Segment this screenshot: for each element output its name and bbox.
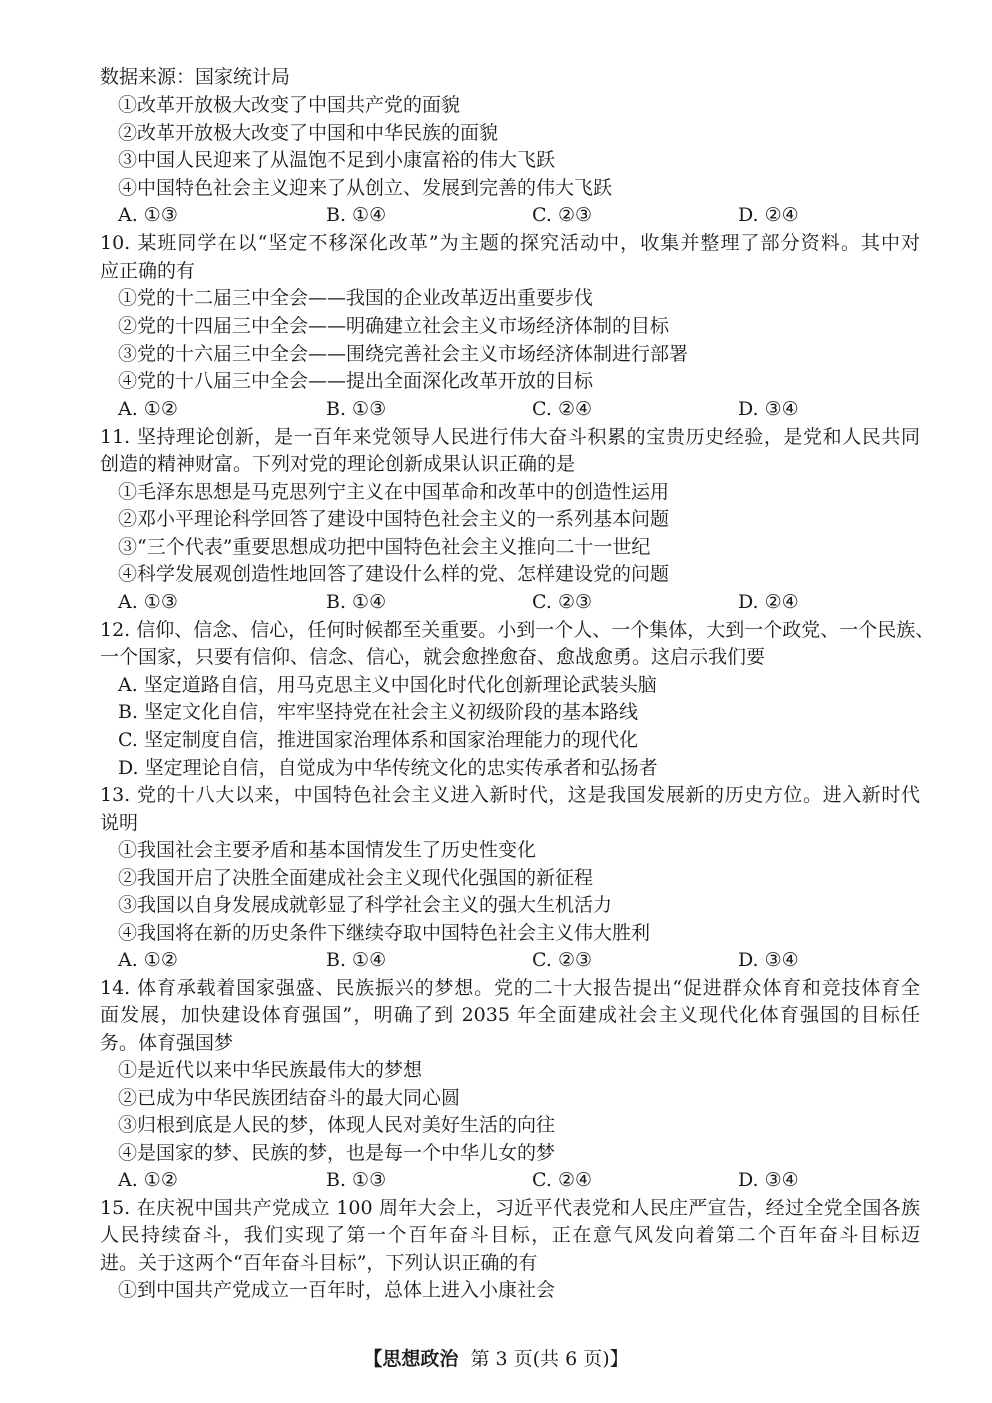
option-d: D. ③④: [738, 949, 799, 971]
question-11-stem-cont: 创造的精神财富。下列对党的理论创新成果认识正确的是: [100, 453, 576, 475]
option-b: B. ①④: [326, 204, 387, 226]
list-item: ③党的十六届三中全会——围绕完善社会主义市场经济体制进行部署: [118, 343, 689, 365]
list-item: ③中国人民迎来了从温饱不足到小康富裕的伟大飞跃: [118, 149, 556, 171]
list-item: ④科学发展观创造性地回答了建设什么样的党、怎样建设党的问题: [118, 563, 670, 585]
list-item: ②改革开放极大改变了中国和中华民族的面貌: [118, 122, 499, 144]
option-d: D. ②④: [738, 591, 799, 613]
list-item: ④是国家的梦、民族的梦，也是每一个中华儿女的梦: [118, 1142, 556, 1164]
option-d: D. ②④: [738, 204, 799, 226]
question-13-stem-cont: 说明: [100, 812, 139, 834]
option-c: C. ②③: [532, 949, 593, 971]
list-item: ①是近代以来中华民族最伟大的梦想: [118, 1059, 423, 1081]
list-item: ①毛泽东思想是马克思列宁主义在中国革命和改革中的创造性运用: [118, 481, 670, 503]
question-11-stem: 11. 坚持理论创新，是一百年来党领导人民进行伟大奋斗积累的宝贵历史经验，是党和人民共同: [100, 426, 920, 448]
list-item: ③归根到底是人民的梦，体现人民对美好生活的向往: [118, 1114, 556, 1136]
options-row: [0, 1168, 992, 1192]
list-item: ②我国开启了决胜全面建成社会主义现代化强国的新征程: [118, 867, 594, 889]
list-item: ③“三个代表”重要思想成功把中国特色社会主义推向二十一世纪: [118, 536, 651, 558]
options-row: [0, 948, 992, 972]
option-b: B. ①③: [326, 1169, 387, 1191]
question-12-stem: 12. 信仰、信念、信心，任何时候都至关重要。小到一个人、一个集体，大到一个政党、一个民族、: [100, 619, 935, 641]
list-item: ④党的十八届三中全会——提出全面深化改革开放的目标: [118, 370, 594, 392]
option-a: A. ①②: [118, 1169, 178, 1191]
option-b: B. ①④: [326, 591, 387, 613]
list-item: ①党的十二届三中全会——我国的企业改革迈出重要步伐: [118, 287, 594, 309]
question-15-stem-cont: 人民持续奋斗，我们实现了第一个百年奋斗目标，正在意气风发向着第二个百年奋斗目标迈: [100, 1224, 920, 1246]
option-a: A. ①③: [118, 591, 178, 613]
option-c: C. ②③: [532, 591, 593, 613]
page-number: 第 3 页(共 6 页)】: [470, 1348, 629, 1370]
option-b: B. 坚定文化自信，牢牢坚持党在社会主义初级阶段的基本路线: [118, 701, 639, 723]
list-item: ①改革开放极大改变了中国共产党的面貌: [118, 94, 461, 116]
question-14-stem-cont: 务。体育强国梦: [100, 1032, 234, 1054]
list-item: ④中国特色社会主义迎来了从创立、发展到完善的伟大飞跃: [118, 177, 613, 199]
question-14-stem: 14. 体育承载着国家强盛、民族振兴的梦想。党的二十大报告提出“促进群众体育和竞技体育全: [100, 977, 920, 999]
list-item: ①到中国共产党成立一百年时，总体上进入小康社会: [118, 1279, 556, 1301]
list-item: ③我国以自身发展成就彰显了科学社会主义的强大生机活力: [118, 894, 613, 916]
option-d: D. 坚定理论自信，自觉成为中华传统文化的忠实传承者和弘扬者: [118, 757, 658, 779]
question-15-stem-cont: 进。关于这两个“百年奋斗目标”，下列认识正确的有: [100, 1252, 538, 1274]
option-b: B. ①④: [326, 949, 387, 971]
option-b: B. ①③: [326, 398, 387, 420]
question-10-stem-cont: 应正确的有: [100, 260, 196, 282]
option-c: C. ②③: [532, 204, 593, 226]
question-14-stem-cont: 面发展，加快建设体育强国”，明确了到 2035 年全面建成社会主义现代化体育强国的目标任: [100, 1004, 920, 1026]
data-source: 数据来源：国家统计局: [100, 66, 291, 88]
list-item: ②已成为中华民族团结奋斗的最大同心圆: [118, 1087, 461, 1109]
list-item: ②党的十四届三中全会——明确建立社会主义市场经济体制的目标: [118, 315, 670, 337]
list-item: ②邓小平理论科学回答了建设中国特色社会主义的一系列基本问题: [118, 508, 670, 530]
option-a: A. ①③: [118, 204, 178, 226]
option-d: D. ③④: [738, 1169, 799, 1191]
option-c: C. ②④: [532, 1169, 593, 1191]
page-footer: [0, 1347, 992, 1371]
subject-label: 【思想政治: [363, 1348, 459, 1370]
options-row: [0, 203, 992, 227]
option-a: A. ①②: [118, 398, 178, 420]
option-a: A. 坚定道路自信，用马克思主义中国化时代化创新理论武装头脑: [118, 674, 657, 696]
question-13-stem: 13. 党的十八大以来，中国特色社会主义进入新时代，这是我国发展新的历史方位。进入新时代: [100, 784, 920, 806]
options-row: [0, 397, 992, 421]
option-c: C. 坚定制度自信，推进国家治理体系和国家治理能力的现代化: [118, 729, 638, 751]
options-row: [0, 590, 992, 614]
list-item: ①我国社会主要矛盾和基本国情发生了历史性变化: [118, 839, 537, 861]
option-d: D. ③④: [738, 398, 799, 420]
question-12-stem-cont: 一个国家，只要有信仰、信念、信心，就会愈挫愈奋、愈战愈勇。这启示我们要: [100, 646, 766, 668]
question-15-stem: 15. 在庆祝中国共产党成立 100 周年大会上，习近平代表党和人民庄严宣告，经过全党全国各族: [100, 1197, 920, 1219]
question-10-stem: 10. 某班同学在以“坚定不移深化改革”为主题的探究活动中，收集并整理了部分资料。其中对: [100, 232, 920, 254]
option-a: A. ①②: [118, 949, 178, 971]
option-c: C. ②④: [532, 398, 593, 420]
list-item: ④我国将在新的历史条件下继续夺取中国特色社会主义伟大胜利: [118, 922, 651, 944]
